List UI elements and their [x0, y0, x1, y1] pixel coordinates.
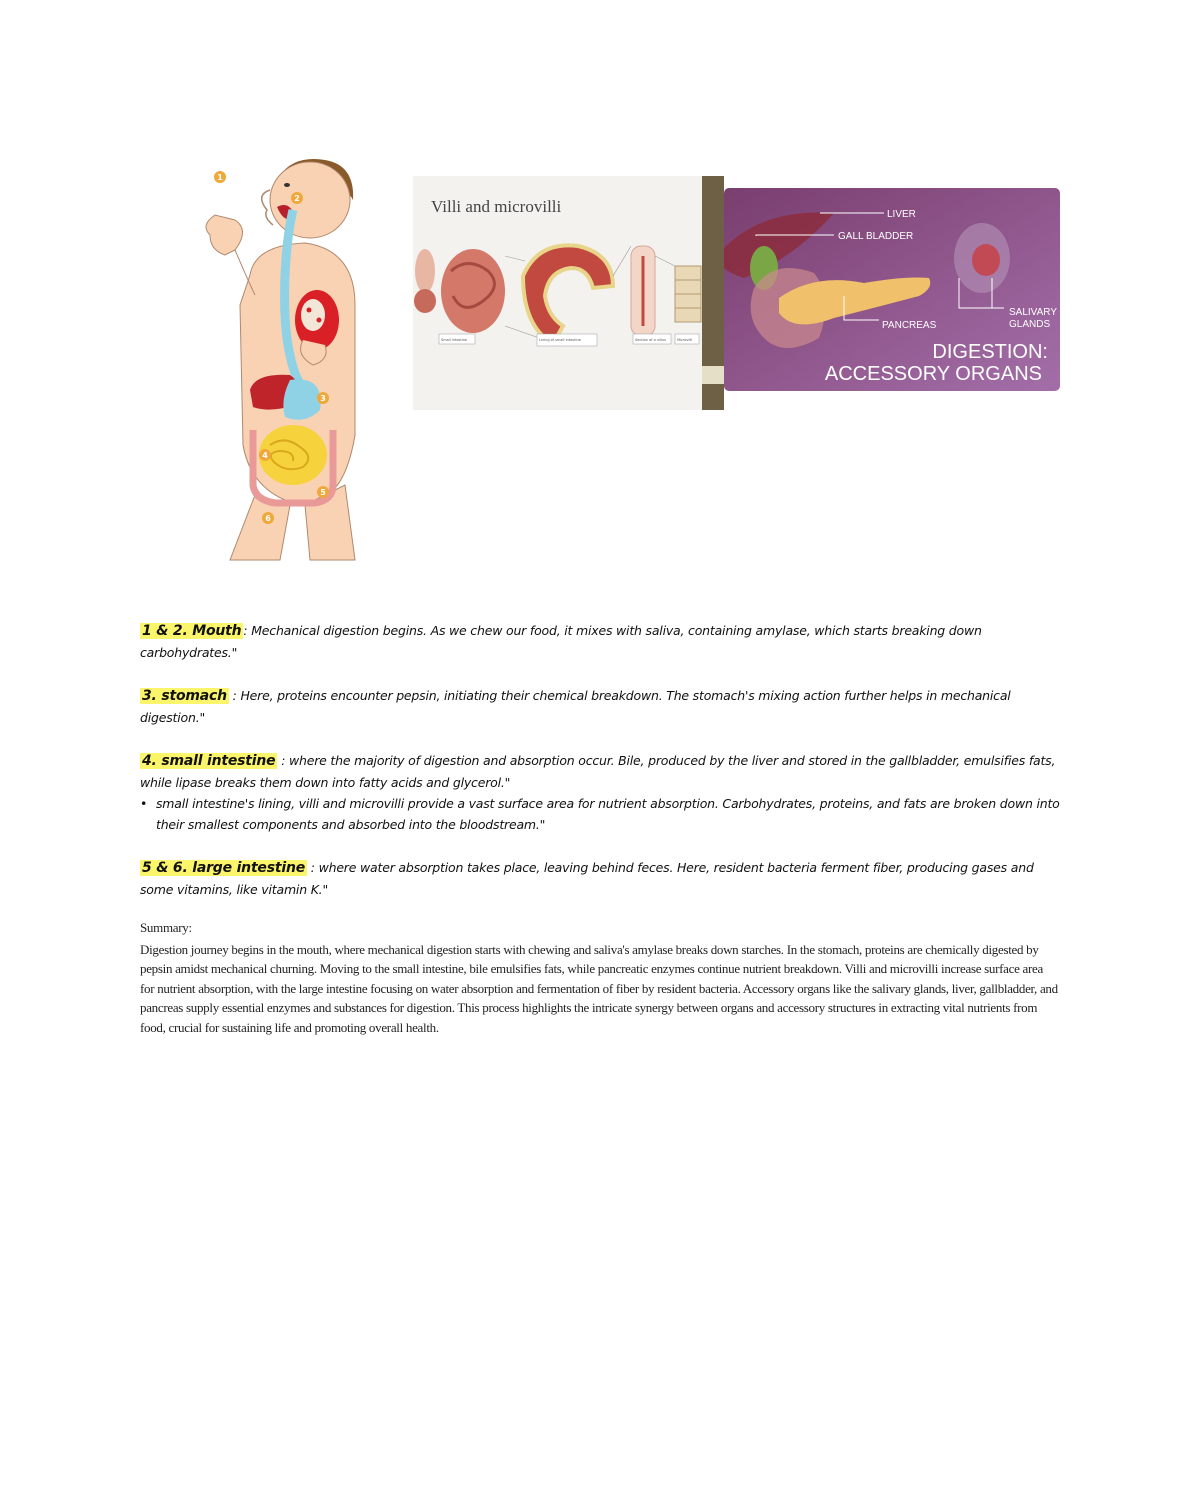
- label-villus-section: Section of a villus: [635, 338, 666, 342]
- marker-1: 1: [217, 173, 223, 182]
- marker-5: 5: [320, 488, 326, 497]
- bullet-text: small intestine's lining, villi and microvilli provide a vast surface area for nutrient absorption. Carbohydrates, proteins, and fats are broken down into their smallest components and absorbed into the bloodstream.": [156, 796, 1060, 832]
- accessory-organs-slide: [724, 188, 1060, 391]
- accessory-title-line1: DIGESTION:: [932, 341, 1048, 363]
- bullet-icon: •: [140, 796, 148, 811]
- label-lining: Lining of small intestine: [539, 338, 581, 342]
- villi-slide-title: Villi and microvilli: [431, 197, 562, 216]
- summary-section: [140, 918, 1060, 1037]
- note-heading-stomach: 3. stomach: [142, 688, 227, 704]
- pancreas-label: PANCREAS: [882, 320, 937, 331]
- label-small-intestine: Small intestine: [441, 338, 468, 342]
- note-text-small-intestine: : where the majority of digestion and absorption occur. Bile, produced by the liver and stored in the gallbladder, emulsifies fats, while lipase breaks them down into fatty acids and glycerol.": [140, 753, 1056, 790]
- note-heading-large-intestine: 5 & 6. large intestine: [142, 860, 306, 876]
- note-text-large-intestine: : where water absorption takes place, leaving behind feces. Here, resident bacteria ferment fiber, producing gases and some vitamins, like vitamin K.": [140, 860, 1034, 897]
- note-mouth: [140, 620, 1060, 663]
- label-microvilli: Microvilli: [677, 338, 693, 342]
- salivary-label-2: GLANDS: [1009, 319, 1051, 330]
- note-heading-mouth: 1 & 2. Mouth: [142, 623, 242, 639]
- summary-title: Summary:: [140, 920, 192, 935]
- marker-4: 4: [262, 451, 268, 460]
- note-large-intestine: [140, 857, 1060, 900]
- note-heading-small-intestine: 4. small intestine: [142, 753, 276, 769]
- salivary-label-1: SALIVARY: [1009, 307, 1057, 318]
- villi-microvilli-slide: [413, 176, 724, 410]
- gall-bladder-label: GALL BLADDER: [838, 231, 914, 242]
- bullet-item: [140, 793, 1060, 835]
- note-stomach: [140, 685, 1060, 728]
- liver-label: LIVER: [887, 209, 916, 220]
- marker-6: 6: [265, 514, 271, 523]
- digestive-system-illustration: [195, 155, 375, 565]
- summary-body: Digestion journey begins in the mouth, where mechanical digestion starts with chewing and saliva's amylase breaks down starches. In the stomach, proteins are chemically digested by pepsin amidst mechanical churning. Moving to the small intestine, bile emulsifies fats, while pancreatic enzymes continue nutrient breakdown. Villi and microvilli increase surface area for nutrient absorption, with the large intestine focusing on water absorption and fermentation of fiber by resident bacteria. Accessory organs like the salivary glands, liver, gallbladder, and pancreas supply essential enzymes and substances for digestion. This process highlights the intricate synergy between organs and accessory structures in extracting vital nutrients from food, crucial for sustaining life and promoting overall health.: [140, 941, 1058, 1035]
- digestion-notes: [140, 620, 1060, 922]
- note-text-stomach: : Here, proteins encounter pepsin, initiating their chemical breakdown. The stomach's mixing action further helps in mechanical digestion.": [140, 688, 1011, 725]
- marker-3: 3: [320, 394, 326, 403]
- marker-2: 2: [294, 194, 300, 203]
- note-text-mouth: : Mechanical digestion begins. As we chew our food, it mixes with saliva, containing amylase, which starts breaking down carbohydrates.": [140, 623, 982, 660]
- note-small-intestine: [140, 750, 1060, 835]
- accessory-title-line2: ACCESSORY ORGANS: [824, 363, 1042, 385]
